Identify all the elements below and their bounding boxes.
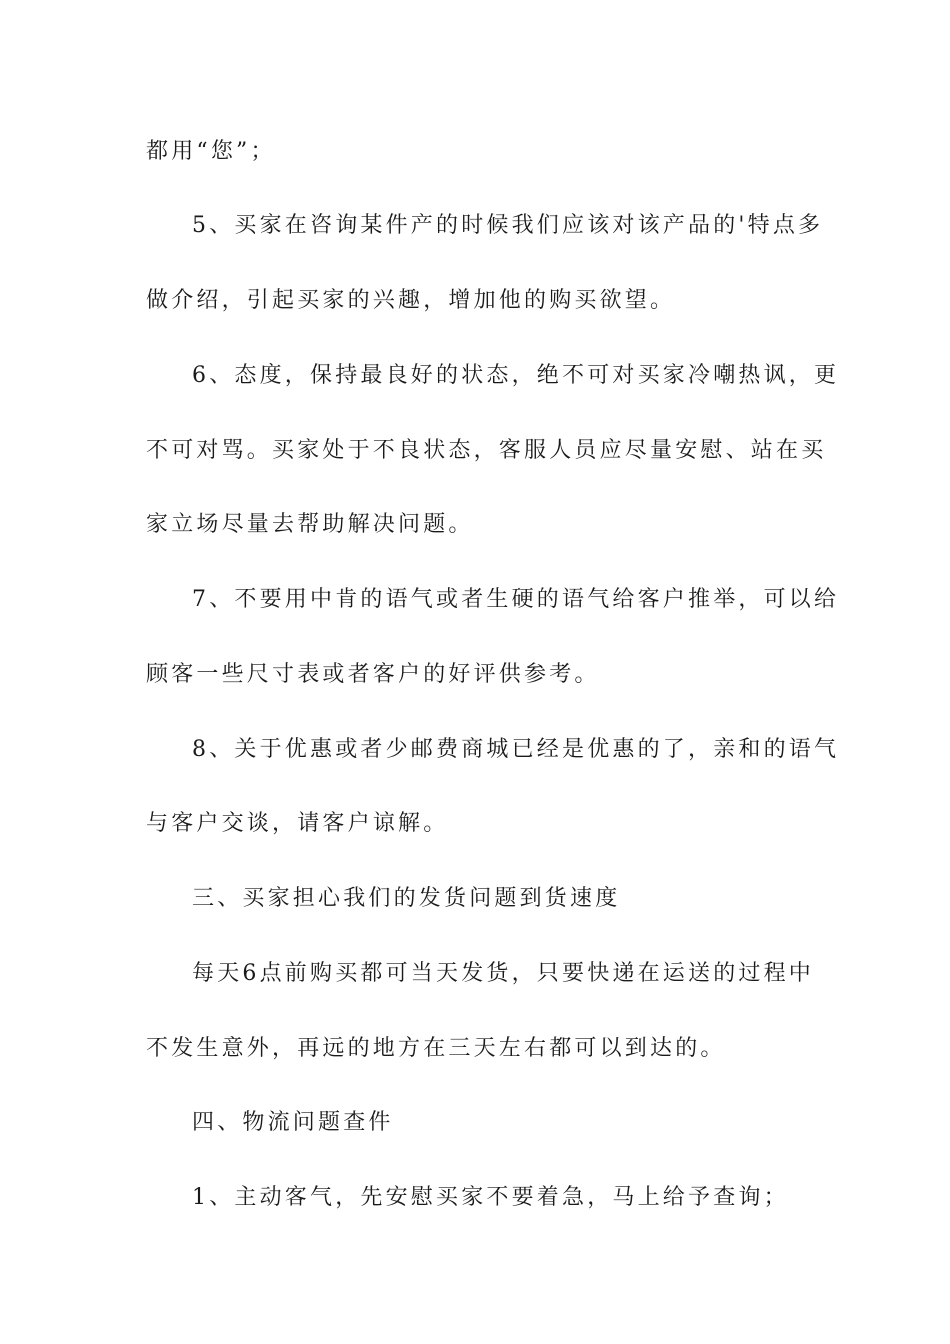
text-line: 家立场尽量去帮助解决问题。 [146, 512, 474, 537]
text-line: 8、关于优惠或者少邮费商城已经是优惠的了，亲和的语气 [192, 737, 840, 762]
section-heading: 三、买家担心我们的发货问题到货速度 [192, 886, 621, 911]
section-heading: 四、物流问题查件 [192, 1110, 394, 1135]
text-line: 都用“您”； [146, 139, 276, 164]
text-line: 每天6点前购买都可当天发货，只要快递在运送的过程中 [192, 961, 814, 986]
text-line: 1、主动客气，先安慰买家不要着急，马上给予查询； [192, 1185, 789, 1210]
text-line: 5、买家在咨询某件产的时候我们应该对该产品的'特点多 [192, 213, 824, 238]
text-line: 6、态度，保持最良好的状态，绝不可对买家冷嘲热讽，更 [192, 363, 840, 388]
text-line: 7、不要用中肯的语气或者生硬的语气给客户推举，可以给 [192, 587, 840, 612]
text-line: 做介绍，引起买家的兴趣，增加他的购买欲望。 [146, 288, 676, 313]
text-line: 顾客一些尺寸表或者客户的好评供参考。 [146, 662, 600, 687]
text-line: 不发生意外，再远的地方在三天左右都可以到达的。 [146, 1036, 726, 1061]
text-line: 与客户交谈，请客户谅解。 [146, 811, 449, 836]
text-line: 不可对骂。买家处于不良状态，客服人员应尽量安慰、站在买 [146, 438, 827, 463]
